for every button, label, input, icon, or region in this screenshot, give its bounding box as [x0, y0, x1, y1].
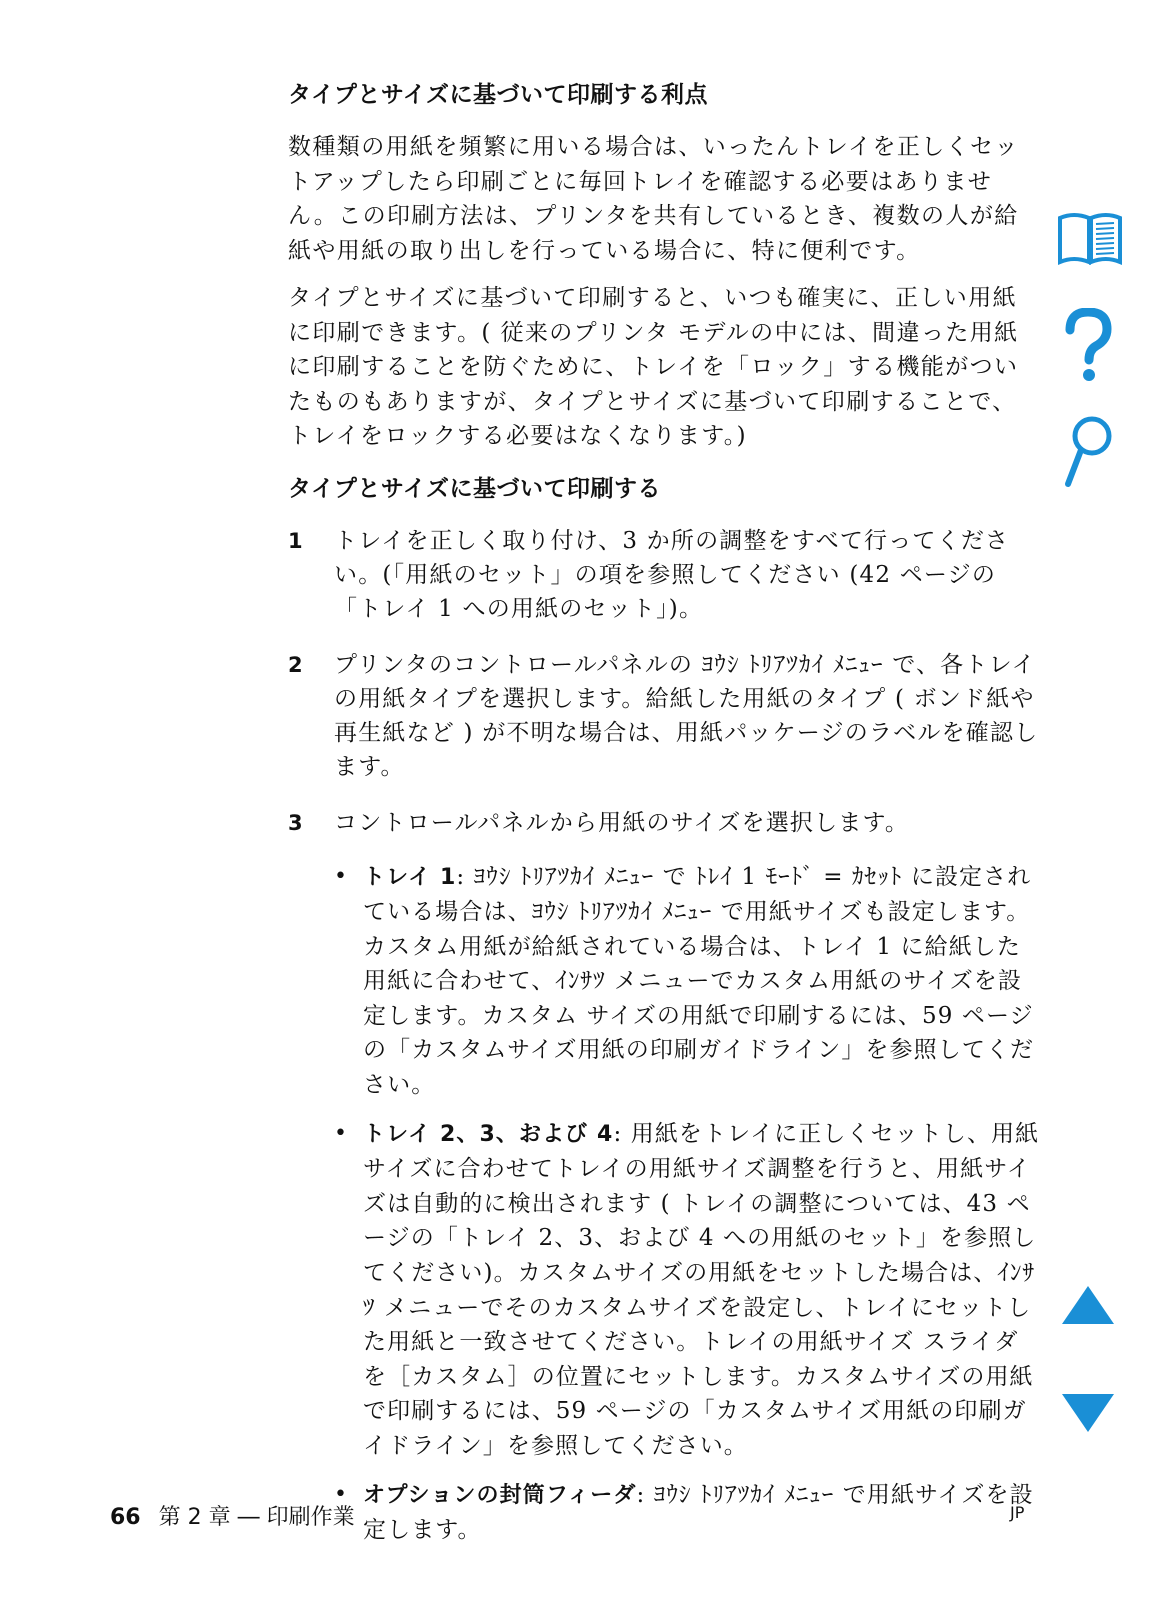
- step-item: [288, 524, 1040, 626]
- section-heading-print: タイプとサイズに基づいて印刷する: [288, 475, 662, 502]
- bullet-text: : ﾖｳｼ ﾄﾘｱﾂｶｲ ﾒﾆｭｰ で用紙サイズを設定します。: [363, 1481, 1034, 1544]
- magnifier-icon[interactable]: [1060, 414, 1116, 494]
- bullet-dot: •: [334, 1481, 347, 1507]
- bullet-lead: トレイ 1: [363, 864, 457, 890]
- step-text: プリンタのコントロールパネルの ﾖｳｼ ﾄﾘｱﾂｶｲ ﾒﾆｭｰ で、各トレイの用紙タイプを選択します。給紙した用紙のタイプ ( ボンド紙や再生紙など ) が不明な場合は、用紙パッケージのラベルを確認します。: [334, 651, 1039, 780]
- section-heading-benefits: タイプとサイズに基づいて印刷する利点: [288, 82, 709, 108]
- bullet-text: : 用紙をトレイに正しくセットし、用紙サイズに合わせてトレイの用紙サイズ調整を行うと、用紙サイズは自動的に検出されます ( トレイの調整については、43 ページの「トレイ 2、3、および 4 への用紙のセット」を参照してください)。カスタムサイズの用紙をセットした場合は、ｲﾝｻﾂ メニューでそのカスタムサイズを設定し、トレイにセットした用紙と一致させてください。トレイの用紙サイズ スライダを［カスタム］の位置にセットします。カスタムサイズの用紙で印刷するには、59 ページの「カスタムサイズ用紙の印刷ガイドライン」を参照してください。: [363, 1120, 1040, 1459]
- bullet-lead: トレイ 2、3、および 4: [363, 1121, 614, 1147]
- arrow-up-icon[interactable]: [1060, 1284, 1116, 1330]
- bullet-item: [288, 1478, 1040, 1548]
- paragraph-1: 数種類の用紙を頻繁に用いる場合は、いったんトレイを正しくセットアップしたら印刷ごとに毎回トレイを確認する必要はありません。この印刷方法は、プリンタを共有しているとき、複数の人が給紙や用紙の取り出しを行っている場合に、特に便利です。: [288, 134, 1019, 264]
- step-text: コントロールパネルから用紙のサイズを選択します。: [334, 809, 910, 836]
- step-number: 1: [288, 528, 303, 553]
- step-number: 2: [288, 652, 303, 677]
- paragraph-2: タイプとサイズに基づいて印刷すると、いつも確実に、正しい用紙に印刷できます。( 従来のプリンタ モデルの中には、間違った用紙に印刷することを防ぐために、トレイを「ロック」する機能がついたものもありますが、タイプとサイズに基づいて印刷することで、トレイをロックする必要はなくなります。): [288, 285, 1019, 449]
- help-question-icon[interactable]: [1060, 308, 1116, 388]
- book-icon[interactable]: [1056, 210, 1124, 270]
- page-content: [288, 78, 1040, 1558]
- page-number: 66: [110, 1505, 141, 1530]
- chapter-title: 第 2 章 ― 印刷作業: [158, 1505, 355, 1530]
- bullet-text: : ﾖｳｼ ﾄﾘｱﾂｶｲ ﾒﾆｭｰ で ﾄﾚｲ 1 ﾓｰﾄﾞ = ｶｾｯﾄ に設定されている場合は、ﾖｳｼ ﾄﾘｱﾂｶｲ ﾒﾆｭｰ で用紙サイズも設定します。カスタム用紙が給紙されている場合は、トレイ 1 に給紙した用紙に合わせて、ｲﾝｻﾂ メニューでカスタム用紙のサイズを設定します。カスタム サイズの用紙で印刷するには、59 ページの「カスタムサイズ用紙の印刷ガイドライン」を参照してください。: [363, 863, 1035, 1099]
- step-item: [288, 648, 1040, 784]
- bullet-dot: •: [334, 1120, 347, 1146]
- bullet-item: [288, 860, 1040, 1103]
- step-item: [288, 806, 1040, 840]
- language-code: JP: [1010, 1503, 1025, 1522]
- arrow-down-icon[interactable]: [1060, 1392, 1116, 1438]
- bullet-lead: オプションの封筒フィーダ: [363, 1482, 637, 1508]
- step-text: トレイを正しく取り付け、3 か所の調整をすべて行ってください。(「用紙のセット」の項を参照してください (42 ページの「トレイ 1 への用紙のセット」)。: [334, 527, 1010, 622]
- footer: [110, 1500, 355, 1531]
- bullet-dot: •: [334, 863, 347, 889]
- step-number: 3: [288, 810, 303, 835]
- bullet-item: [288, 1117, 1040, 1464]
